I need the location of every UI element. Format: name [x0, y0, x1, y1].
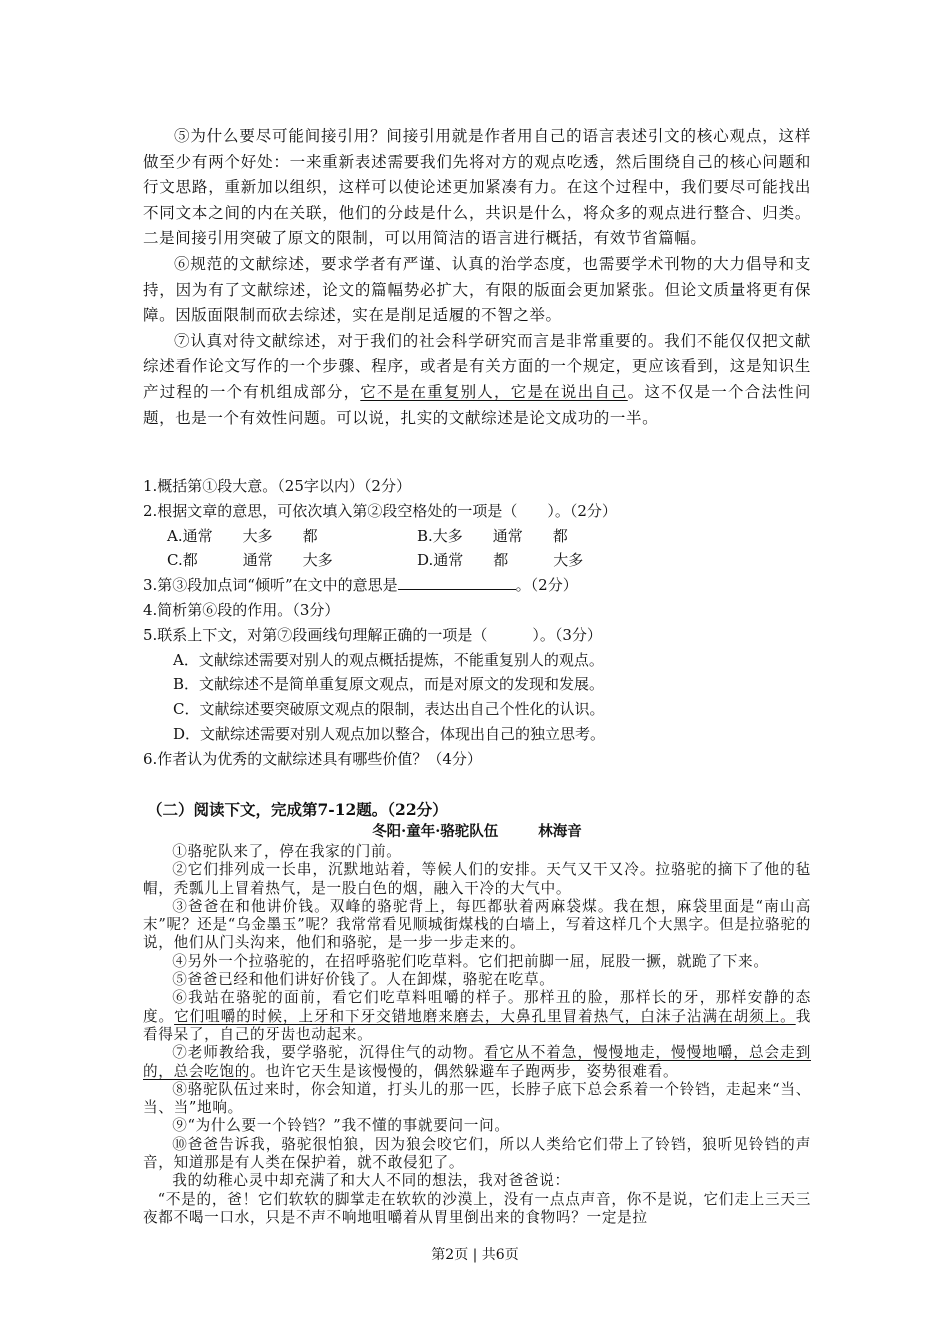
question-5-option-b: B．文献综述不是简单重复原文观点，而是对原文的发现和发展。 [173, 675, 605, 694]
underlined-sentence: 它不是在重复别人，它是在说出自己 [360, 382, 628, 401]
question-1: 1.概括第①段大意。（25字以内）（2分） [143, 477, 411, 495]
story-paragraph-9: ⑨“为什么要一个铃铛？”我不懂的事就要问一问。 [172, 1117, 510, 1135]
question-5-option-a: A．文献综述需要对别人的观点概括提炼，不能重复别人的观点。 [173, 650, 604, 669]
article-title-text: 冬阳·童年·骆驼队伍 [372, 823, 499, 840]
story-paragraph-5: ⑤爸爸已经和他们讲好价钱了。人在卸煤，骆驼在吃草。 [172, 971, 555, 989]
story-paragraph-12: “不是的，爸！它们软软的脚掌走在软软的沙漠上，没有一点点声音，你不是说，它们走上三天三夜都不喝一口水，只是不声不响地咀嚼着从胃里倒出来的食物吗？一定是拉 [143, 1190, 811, 1226]
story-paragraph-7-text-b: 。也许它天生是该慢慢的，偶然躲避车子跑两步，姿势很难看。 [250, 1062, 679, 1080]
story-paragraph-6-text-a: ⑥我站在骆驼的面前，看它们吃草料咀嚼的样子。那样丑的脸，那样长的牙，那样安静的态度。 [143, 989, 811, 1025]
story-paragraph-8: ⑧骆驼队伍过来时，你会知道，打头儿的那一匹，长脖子底下总会系着一个铃铛，走起来“当、当、当”地响。 [143, 1080, 811, 1117]
section-title: （二）阅读下文，完成第7-12题。（22分） [147, 800, 448, 819]
questions-section [143, 474, 823, 772]
underlined-sentence-7: 看它从不着急，慢慢地走，慢慢地嚼，总会走到的，总会吃饱的 [143, 1044, 811, 1080]
option-c: C.都 通常 大多 [167, 551, 333, 570]
question-5-option-d: D．文献综述需要对别人观点加以整合，体现出自己的独立思考。 [173, 724, 606, 743]
story-paragraph-4: ④另外一个拉骆驼的，在招呼骆驼们吃草料。它们把前脚一屈，屁股一撅，就跪了下来。 [172, 952, 769, 970]
paragraph-7-text-a: ⑦认真对待文献综述，对于我们的社会科学研究而言是非常重要的。我们不能仅仅把文献综述看作论文写作的一个步骤、程序，或者是有关方面的一个规定，更应该看到，这是知识生产过程的一个有机组成部分， [143, 331, 811, 401]
reading-section-2 [143, 798, 811, 1227]
question-3-text: 3.第③段加点词“倾听”在文中的意思是 [143, 576, 398, 595]
option-a: A.通常 大多 都 [167, 526, 318, 545]
story-paragraph-7 [143, 1044, 811, 1081]
page-footer: 第2页 | 共6页 [431, 1247, 519, 1263]
story-paragraph-11: 我的幼稚心灵中却充满了和大人不同的想法，我对爸爸说： [172, 1172, 570, 1190]
article-author: 林海音 [538, 823, 582, 840]
question-2-options-row-2 [143, 548, 823, 573]
story-paragraph-10: ⑩爸爸告诉我，骆驼很怕狼，因为狼会咬它们，所以人类给它们带上了铃铛，狼听见铃铛的声音，知道那是有人类在保护着，就不敢侵犯了。 [143, 1135, 811, 1172]
story-paragraph-2: ②它们排列成一长串，沉默地站着，等候人们的安排。天气又干又冷。拉骆驼的摘下了他的毡帽，秃瓢儿上冒着热气，是一股白色的烟，融入干冷的大气中。 [143, 861, 811, 897]
paragraph-6: ⑥规范的文献综述，要求学者有严谨、认真的治学态度，也需要学术刊物的大力倡导和支持，因为有了文献综述，论文的篇幅势必扩大，有限的版面会更加紧张。但论文质量将更有保障。因版面限制而砍去综述，实在是削足适履的不智之举。 [143, 254, 811, 325]
answer-blank [398, 575, 516, 590]
underlined-sentence-6: 它们咀嚼的时候，上牙和下牙交错地磨来磨去，大鼻孔里冒着热气，白沫子沾满在胡须上。 [174, 1007, 796, 1025]
paragraph-7-text-b: 。这不仅是一个合法性问题，也是一个有效性问题。可以说，扎实的文献综述是论文成功的一半。 [143, 382, 811, 427]
question-4: 4.简析第⑥段的作用。（3分） [143, 600, 340, 619]
story-paragraph-3: ③爸爸在和他讲价钱。双峰的骆驼背上，每匹都驮着两麻袋煤。我在想，麻袋里面是“南山高末”呢？还是“乌金墨玉”呢？我常常看见顺城街煤栈的白墙上，写着这样几个大黑字。但是拉骆驼的说，他们从门头沟来，他们和骆驼，是一步一步走来的。 [143, 897, 811, 952]
question-2: 2.根据文章的意思，可依次填入第②段空格处的一项是（ ）。（2分） [143, 501, 617, 520]
story-paragraph-6 [143, 989, 811, 1044]
story-paragraph-1: ①骆驼队来了，停在我家的门前。 [172, 843, 402, 860]
article-title [143, 822, 811, 842]
question-3 [143, 573, 823, 598]
question-3-score: 。（2分） [515, 576, 578, 595]
essay-section [143, 124, 811, 431]
option-b: B.大多 通常 都 [417, 526, 568, 545]
story-paragraph-6-text-b: 我看得呆了，自己的牙齿也动起来。 [143, 1007, 811, 1043]
paragraph-7 [143, 329, 811, 431]
paragraph-5: ⑤为什么要尽可能间接引用？间接引用就是作者用自己的语言表述引文的核心观点，这样做至少有两个好处：一来重新表述需要我们先将对方的观点吃透，然后围绕自己的核心问题和行文思路，重新加以组织，这样可以使论述更加紧凑有力。在这个过程中，我们要尽可能找出不同文本之间的内在关联，他们的分歧是什么，共识是什么，将众多的观点进行整合、归类。二是间接引用突破了原文的限制，可以用简洁的语言进行概括，有效节省篇幅。 [143, 127, 811, 248]
question-2-options-row-1 [143, 524, 823, 549]
option-d: D.通常 都 大多 [417, 551, 584, 570]
question-5: 5.联系上下文，对第⑦段画线句理解正确的一项是（ ）。（3分） [143, 625, 602, 644]
article-body [143, 843, 811, 1227]
question-5-option-c: C．文献综述要突破原文观点的限制，表达出自己个性化的认识。 [173, 700, 605, 719]
story-paragraph-7-text-a: ⑦老师教给我，要学骆驼，沉得住气的动物。 [172, 1044, 484, 1062]
question-6: 6.作者认为优秀的文献综述具有哪些价值？（4分） [143, 749, 482, 768]
